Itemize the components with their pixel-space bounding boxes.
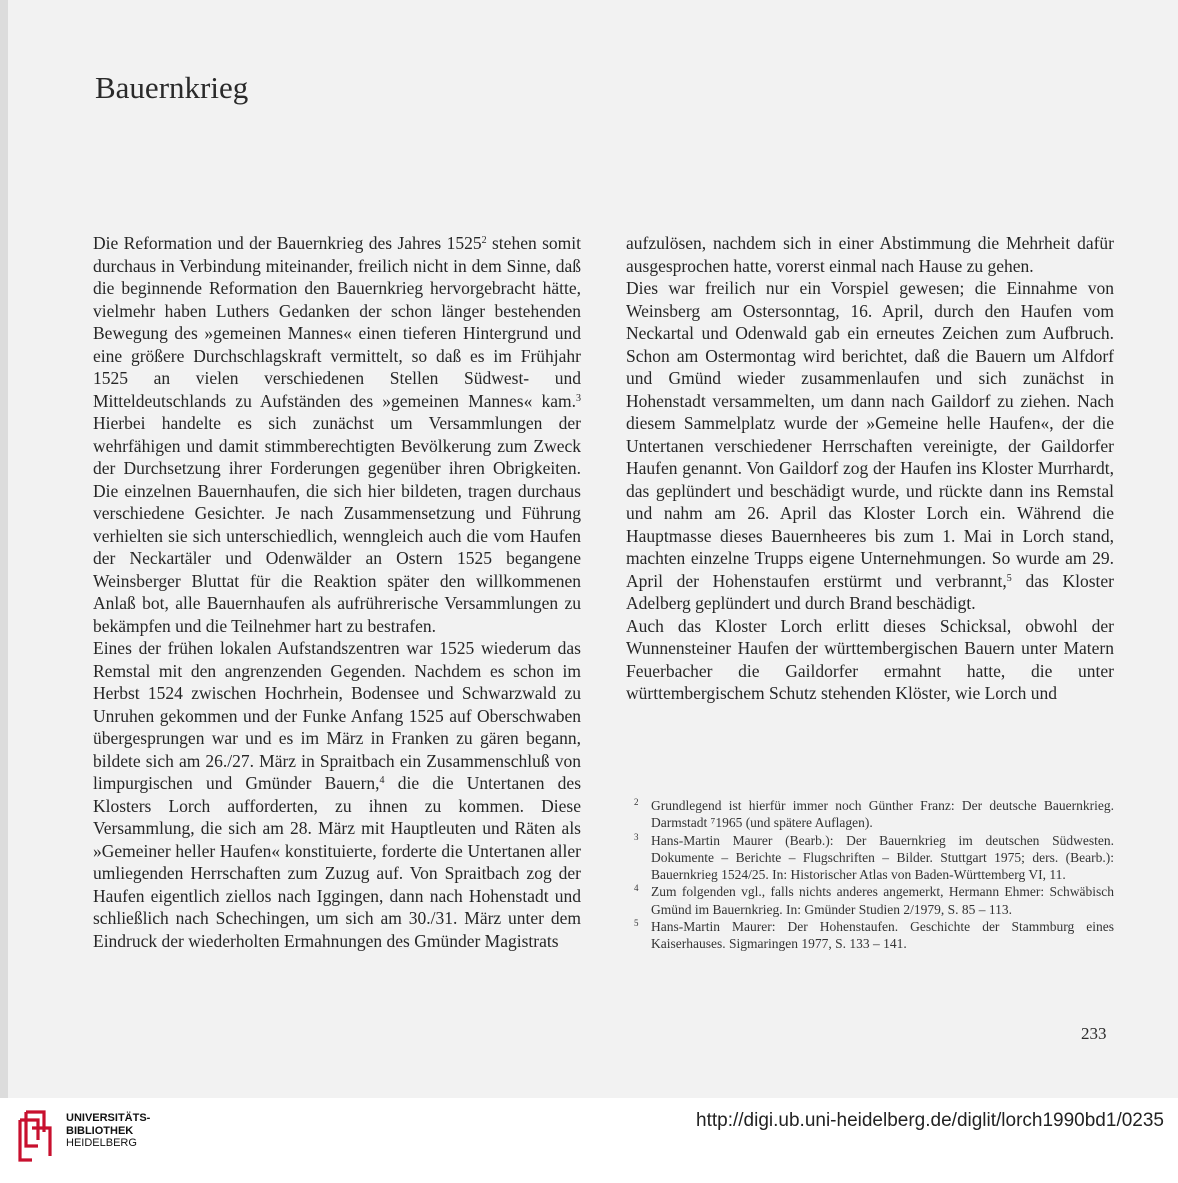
- footnote-ref: 4: [379, 775, 385, 786]
- footnote-number: 5: [634, 918, 639, 929]
- footnote: [634, 883, 1114, 918]
- footnote-number: 3: [634, 831, 639, 842]
- paragraph-text: Eines der frühen lokalen Aufstandszentren war 1525 wiederum das Remstal mit den angrenzenden Gegenden. Nachdem es schon im Herbst 1524 zwischen Hochrhein, Bodensee und Schwarzwald zu Unruhen gekommen und der Funke Anfang 1525 auf Oberschwaben übergesprungen war und es im März in Franken zu gären begann, bildete sich am 26./27. März in Spraitbach ein Zusammenschluß von limpurgischen und Gmünder Bauern,: [93, 638, 581, 793]
- footnote-text: Hans-Martin Maurer: Der Hohenstaufen. Geschichte der Stammburg eines Kaiserhauses. Sigmaringen 1977, S. 133 – 141.: [651, 919, 1114, 952]
- footnotes: [634, 797, 1114, 953]
- footnote-number: 2: [634, 797, 639, 807]
- footnote-number: 4: [634, 883, 639, 894]
- paragraph-text: stehen somit durchaus in Verbindung miteinander, freilich nicht in dem Sinne, daß die beginnende Reformation den Bauernkrieg hervorgebracht hätte, vielmehr haben Luthers Gedanken der schon länger bestehenden Bewegung des »gemeinen Mannes« einen tieferen Hintergrund und eine größere Durchschlagskraft vermittelt, so daß es im Frühjahr 1525 an vielen verschiedenen Stellen Südwest- und Mitteldeutschlands zu Aufständen des »gemeinen Mannes« kam.: [93, 233, 581, 411]
- right-paragraph: [626, 615, 1114, 705]
- footnote-text: Grundlegend ist hierfür immer noch Günther Franz: Der deutsche Bauernkrieg. Darmstadt ⁷1965 (und spätere Auflagen).: [651, 798, 1114, 831]
- paragraph-text: das Kloster Adelberg geplündert und durch Brand beschädigt.: [626, 570, 1114, 613]
- library-logo-icon: [12, 1106, 56, 1166]
- page-title: Bauernkrieg: [95, 70, 249, 105]
- right-paragraph: [626, 232, 1114, 277]
- footnote-text: Hans-Martin Maurer (Bearb.): Der Bauernkrieg im deutschen Südwesten. Dokumente – Berichte – Flugschriften – Bilder. Stuttgart 1975; ders. (Bearb.): Bauernkrieg 1524/25. In: Historischer Atlas von Baden-Württemberg VI, 11.: [651, 832, 1114, 883]
- footnote: [634, 832, 1114, 884]
- library-name-line1: UNIVERSITÄTS-: [66, 1112, 151, 1124]
- paragraph-text: Auch das Kloster Lorch erlitt dieses Schicksal, obwohl der Wunnensteiner Haufen der württembergischen Bauern unter Matern Feuerbacher die Gaildorfer ermahnt hatte, die unter württembergischem Schutz stehenden Klöster, wie Lorch und: [626, 615, 1114, 703]
- paragraph-text: Hierbei handelte es sich zunächst um Versammlungen der wehrfähigen und damit stimmberechtigten Bevölkerung zum Zweck der Durchsetzung ihrer Forderungen gegenüber ihren Obrigkeiten. Die einzelnen Bauernhaufen, die sich hier bildeten, tragen durchaus verschiedene Gesichter. Je nach Zusammensetzung und Führung verhielten sie sich unterschiedlich, wenngleich auch die vom Haufen der Neckartäler und Odenwälder an Ostern 1525 begangene Weinsberger Bluttat für die Reaktion später den willkommenen Anlaß bot, alle Bauernhaufen als aufrührerische Versammlungen zu bekämpfen und die Teilnehmer hart zu bestrafen.: [93, 413, 581, 636]
- footnote-text: Zum folgenden vgl., falls nichts anderes angemerkt, Hermann Ehmer: Schwäbisch Gmünd im Bauernkrieg. In: Gmünder Studien 2/1979, S. 85 – 113.: [651, 884, 1114, 917]
- right-column: [626, 232, 1114, 705]
- footnote-ref: 5: [1006, 572, 1012, 584]
- footnote-ref: 2: [481, 235, 487, 246]
- library-name-line3: HEIDELBERG: [66, 1137, 137, 1149]
- library-name: [66, 1112, 150, 1150]
- library-name-line2: BIBLIOTHEK: [66, 1124, 134, 1137]
- footer-bar: [0, 1098, 1178, 1183]
- paragraph-text: die die Untertanen des Klosters Lorch aufforderten, zu ihnen zu kommen. Diese Versammlung, die sich am 28. März mit Hauptleuten und Räten als »Gemeiner heller Haufen« konstituierte, forderte die Untertanen aller umliegenden Herrschaften zum Zuzug auf. Von Spraitbach zog der Haufen eigentlich ziellos nach Iggingen, dann nach Hohenstadt und schließlich nach Schechingen, um sich am 30./31. März unter dem Eindruck der wiederholten Ermahnungen des Gmünder Magistrats: [93, 773, 582, 951]
- page-edge-shadow: [0, 0, 8, 1098]
- source-url-link[interactable]: http://digi.ub.uni-heidelberg.de/diglit/lorch1990bd1/0235: [696, 1110, 1164, 1131]
- page-number: 233: [1081, 1024, 1107, 1043]
- left-column: [93, 232, 581, 952]
- left-paragraph: [93, 637, 581, 952]
- paragraph-text: aufzulösen, nachdem sich in einer Abstimmung die Mehrheit dafür ausgesprochen hatte, vorerst einmal nach Hause zu gehen.: [626, 233, 1114, 276]
- paragraph-text: Dies war freilich nur ein Vorspiel gewesen; die Einnahme von Weinsberg am Ostersonntag, 16. April, durch den Haufen vom Neckartal und Odenwald gab ein erneutes Zeichen zum Aufbruch. Schon am Ostermontag wird berichtet, daß die Bauern um Alfdorf und Gmünd wieder zusammenlaufen und sich zunächst in Hohenstadt versammelten, um dann nach Gaildorf zu ziehen. Nach diesem Sammelplatz wurde der »Gemeine helle Haufen«, der die Untertanen verschiedener Herrschaften vereinigte, der Gaildorfer Haufen genannt. Von Gaildorf zog der Haufen ins Kloster Murrhardt, das geplündert und beschädigt wurde, und rückte dann ins Remstal und nahm am 26. April das Kloster Lorch ein. Während die Hauptmasse dieses Bauernheeres bis zum 1. Mai in Lorch stand, machten einzelne Trupps eigene Unternehmungen. So wurde am 29. April der Hohenstaufen erstürmt und verbrannt,: [626, 278, 1114, 591]
- footnote-ref: 3: [576, 392, 581, 404]
- footnote: [634, 797, 1114, 832]
- right-paragraph: [626, 277, 1114, 615]
- footnote: [634, 918, 1114, 953]
- left-paragraph: [93, 232, 581, 637]
- paragraph-text: Die Reformation und der Bauernkrieg des Jahres 1525: [93, 233, 482, 253]
